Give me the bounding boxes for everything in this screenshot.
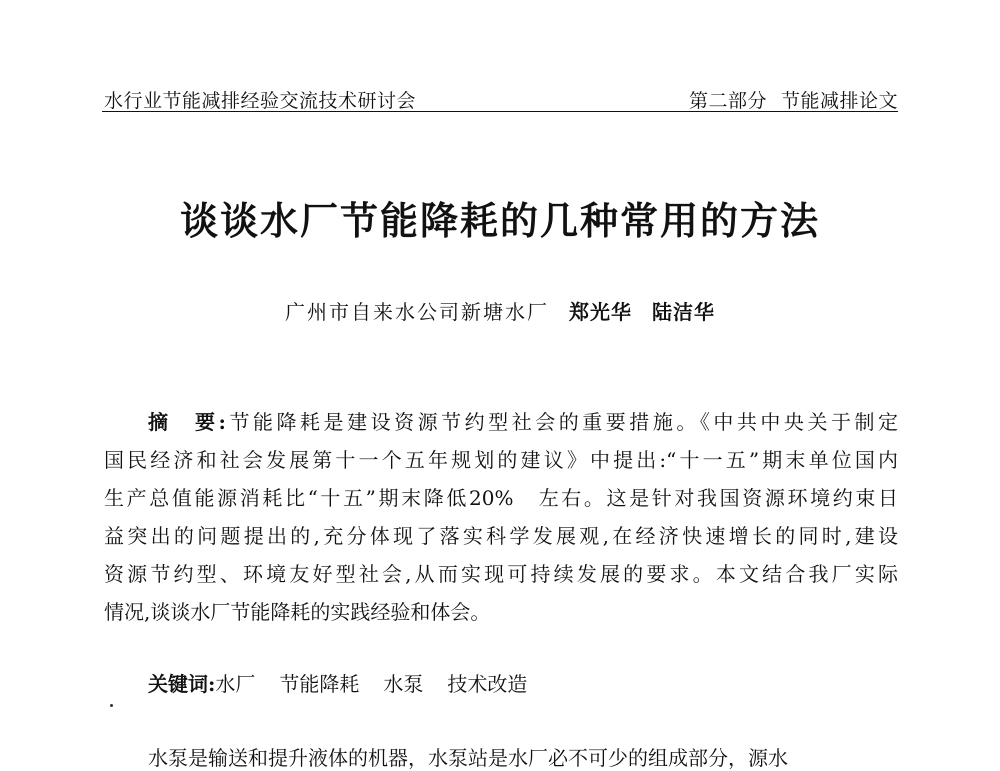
abstract: [104, 403, 898, 631]
abstract-line: 益突出的问题提出的,充分体现了落实科学发展观,在经济快速增长的同时,建设: [104, 524, 898, 548]
abstract-line: 情况,谈谈水厂节能降耗的实践经验和体会。: [104, 600, 491, 624]
abstract-line: 国民经济和社会发展第十一个五年规划的建议》中提出:“十一五”期末单位国内: [104, 448, 898, 472]
keyword: 水泵: [383, 672, 424, 696]
header-part-label: 第二部分: [688, 90, 767, 112]
keyword: 节能降耗: [279, 672, 360, 696]
body-paragraph-partial: 水泵是输送和提升液体的机器，水泵站是水厂必不可少的组成部分，源水: [148, 746, 788, 770]
author-line: [0, 296, 1000, 325]
author-name: 郑光华: [569, 300, 632, 324]
abstract-line: 生产总值能源消耗比“十五”期末降低20% 左右。这是针对我国资源环境约束日: [104, 486, 898, 510]
abstract-label: 摘 要:: [148, 410, 226, 434]
abstract-text: 节能降耗是建设资源节约型社会的重要措施。《中共中央关于制定: [225, 410, 899, 434]
running-header-right: [689, 86, 898, 113]
scan-speck: [110, 704, 113, 707]
keywords: [148, 668, 551, 697]
author-name: 陆洁华: [652, 300, 715, 324]
keyword: 技术改造: [447, 672, 528, 696]
keyword: 水厂: [215, 672, 256, 696]
abstract-line: [104, 403, 898, 441]
author-organization: 广州市自来水公司新塘水厂: [285, 300, 549, 324]
keywords-label: 关键词:: [148, 672, 216, 696]
paper-title: 谈谈水厂节能降耗的几种常用的方法: [179, 199, 820, 243]
running-header-left: 水行业节能减排经验交流技术研讨会: [104, 90, 417, 112]
header-rule: [102, 111, 898, 112]
abstract-line: 资源节约型、环境友好型社会,从而实现可持续发展的要求。本文结合我厂实际: [104, 562, 898, 586]
header-section-label: 节能减排论文: [780, 90, 898, 112]
